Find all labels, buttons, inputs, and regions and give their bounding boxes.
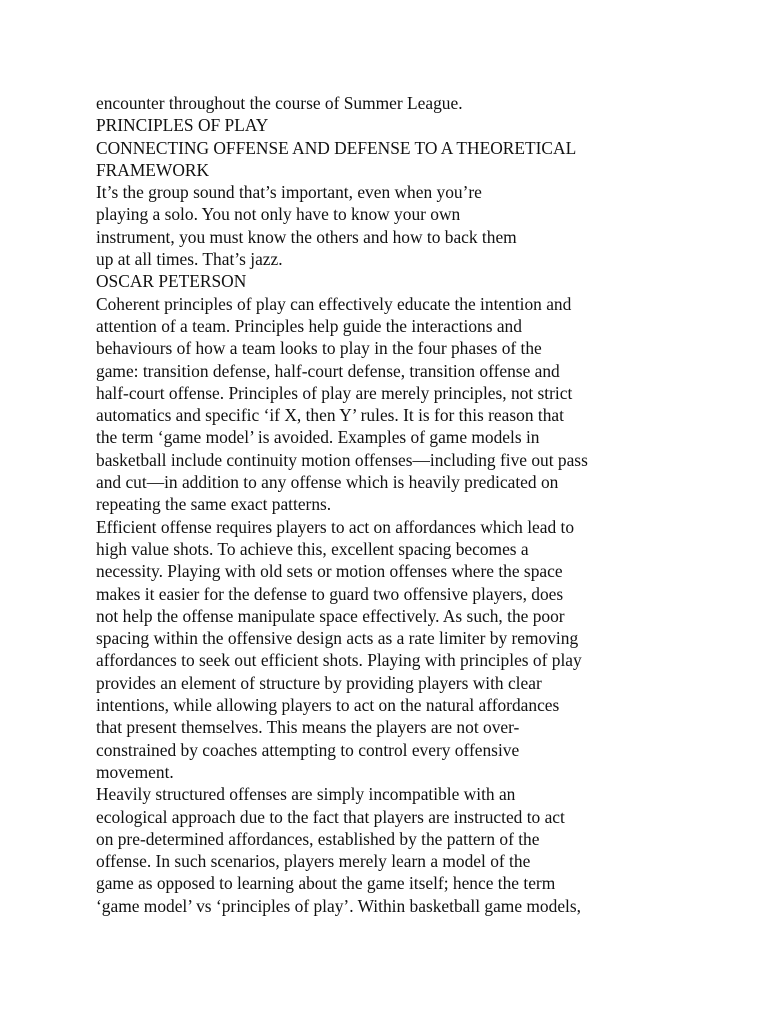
text-line: that present themselves. This means the players are not over-: [96, 717, 520, 738]
quote-line: It’s the group sound that’s important, even when you’re: [96, 182, 482, 203]
text-line: high value shots. To achieve this, excellent spacing becomes a: [96, 538, 529, 559]
text-line: Heavily structured offenses are simply incompatible with an: [96, 784, 516, 805]
text-line: encounter throughout the course of Summer League.: [96, 93, 463, 113]
text-line: the term ‘game model’ is avoided. Examples of game models in: [96, 427, 540, 448]
quote-line: up at all times. That’s jazz.: [96, 249, 283, 270]
section-heading: PRINCIPLES OF PLAY: [96, 115, 269, 136]
text-line: intentions, while allowing players to act on the natural affordances: [96, 695, 560, 716]
text-line: game: transition defense, half-court defense, transition offense and: [96, 360, 560, 381]
text-line: ecological approach due to the fact that players are instructed to act: [96, 806, 565, 827]
text-line: movement.: [96, 761, 174, 782]
text-line: offense. In such scenarios, players merely learn a model of the: [96, 851, 531, 872]
text-line: attention of a team. Principles help guide the interactions and: [96, 315, 522, 336]
text-line: on pre-determined affordances, established by the pattern of the: [96, 828, 540, 849]
text-line: Coherent principles of play can effectively educate the intention and: [96, 293, 572, 314]
text-line: spacing within the offensive design acts as a rate limiter by removing: [96, 628, 579, 649]
text-line: constrained by coaches attempting to control every offensive: [96, 739, 520, 760]
text-line: affordances to seek out efficient shots. Playing with principles of play: [96, 650, 582, 671]
text-line: not help the offense manipulate space effectively. As such, the poor: [96, 605, 565, 626]
text-line: half-court offense. Principles of play are merely principles, not strict: [96, 382, 573, 403]
text-line: automatics and specific ‘if X, then Y’ rules. It is for this reason that: [96, 405, 564, 426]
document-page: [96, 92, 656, 917]
text-line: Efficient offense requires players to act on affordances which lead to: [96, 516, 575, 537]
quote-line: instrument, you must know the others and how to back them: [96, 226, 517, 247]
text-line: ‘game model’ vs ‘principles of play’. Within basketball game models,: [96, 895, 581, 916]
text-line: makes it easier for the defense to guard two offensive players, does: [96, 583, 564, 604]
text-line: provides an element of structure by providing players with clear: [96, 672, 542, 693]
section-subheading: FRAMEWORK: [96, 159, 210, 180]
text-line: basketball include continuity motion offenses—including five out pass: [96, 449, 588, 470]
quote-attribution: OSCAR PETERSON: [96, 271, 247, 292]
text-line: behaviours of how a team looks to play in the four phases of the: [96, 338, 542, 359]
quote-line: playing a solo. You not only have to know your own: [96, 204, 461, 225]
section-subheading: CONNECTING OFFENSE AND DEFENSE TO A THEORETICAL: [96, 137, 577, 158]
text-line: repeating the same exact patterns.: [96, 494, 332, 515]
text-line: and cut—in addition to any offense which is heavily predicated on: [96, 472, 559, 493]
text-line: necessity. Playing with old sets or motion offenses where the space: [96, 561, 563, 582]
text-line: game as opposed to learning about the game itself; hence the term: [96, 873, 556, 894]
